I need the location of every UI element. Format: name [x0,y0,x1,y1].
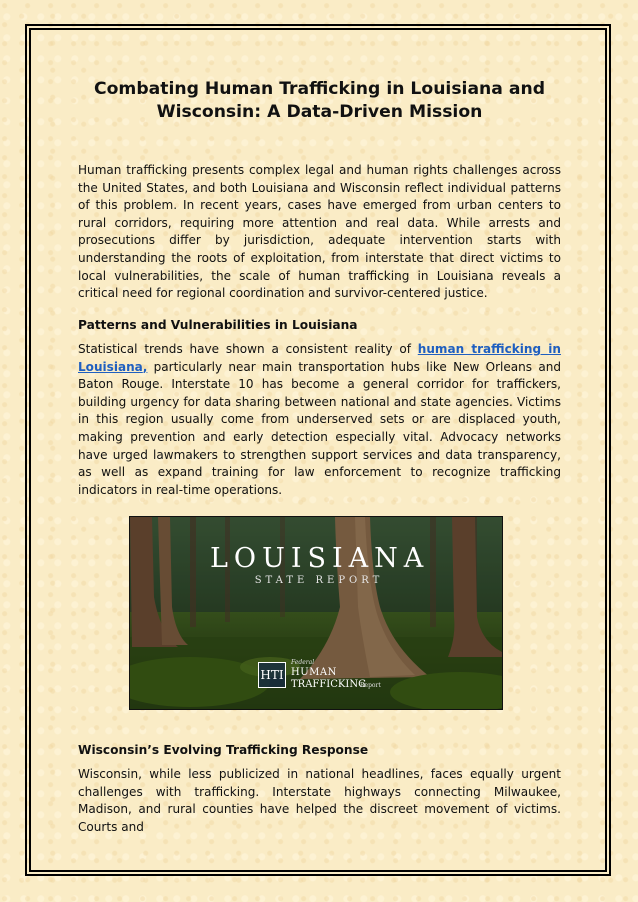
link-comma: , [142,359,148,374]
logo-human-text: HUMAN [291,667,337,678]
louisiana-text-after-link: particularly near main transportation hubs like New Orleans and Baton Rouge. Interstate 10 has become a general corridor for traffickers, building urgency for data sharing between national and state agencies. Victims in this region usually come from underserved sets or are displaced youth, making prevention and early detection especially vital. Advocacy networks have urged lawmakers to strengthen support services and data transparency, as well as expand training for law enforcement to recognize trafficking indicators in real-time operations. [78,359,561,497]
figure-title: LOUISIANA [210,543,430,574]
section-heading-louisiana: Patterns and Vulnerabilities in Louisiana [78,318,358,332]
louisiana-text-before-link: Statistical trends have shown a consistent reality of [78,342,418,356]
figure-subtitle: STATE REPORT [254,575,384,586]
section-heading-wisconsin: Wisconsin’s Evolving Trafficking Response [78,743,369,757]
louisiana-paragraph [78,341,561,499]
logo-report-text: Report [360,682,381,689]
hti-logo: HTI [258,662,286,688]
logo-trafficking-text: TRAFFICKING [291,679,367,690]
wisconsin-paragraph: Wisconsin, while less publicized in national headlines, faces equally urgent challenges with trafficking. Interstate highways connecting Milwaukee, Madison, and rural counties have helped the discreet movement of victims. Courts and [78,767,561,834]
intro-paragraph: Human trafficking presents complex legal and human rights challenges across the United States, and both Louisiana and Wisconsin reflect individual patterns of this problem. In recent years, cases have emerged from urban centers to rural corridors, requiring more attention and real data. While arrests and prosecutions differ by jurisdiction, adequate intervention starts with understanding the roots of exploitation, from interstate that direct victims to local vulnerabilities, the scale of human trafficking in Louisiana reveals a critical need for regional coordination and survivor-centered justice. [78,163,561,301]
logo-federal-text: Federal [291,659,315,666]
document-title: Combating Human Trafficking in Louisiana and Wisconsin: A Data-Driven Mission [94,79,545,122]
louisiana-report-image [129,516,503,710]
human-trafficking-louisiana-link[interactable]: human trafficking in Louisiana [78,342,561,374]
